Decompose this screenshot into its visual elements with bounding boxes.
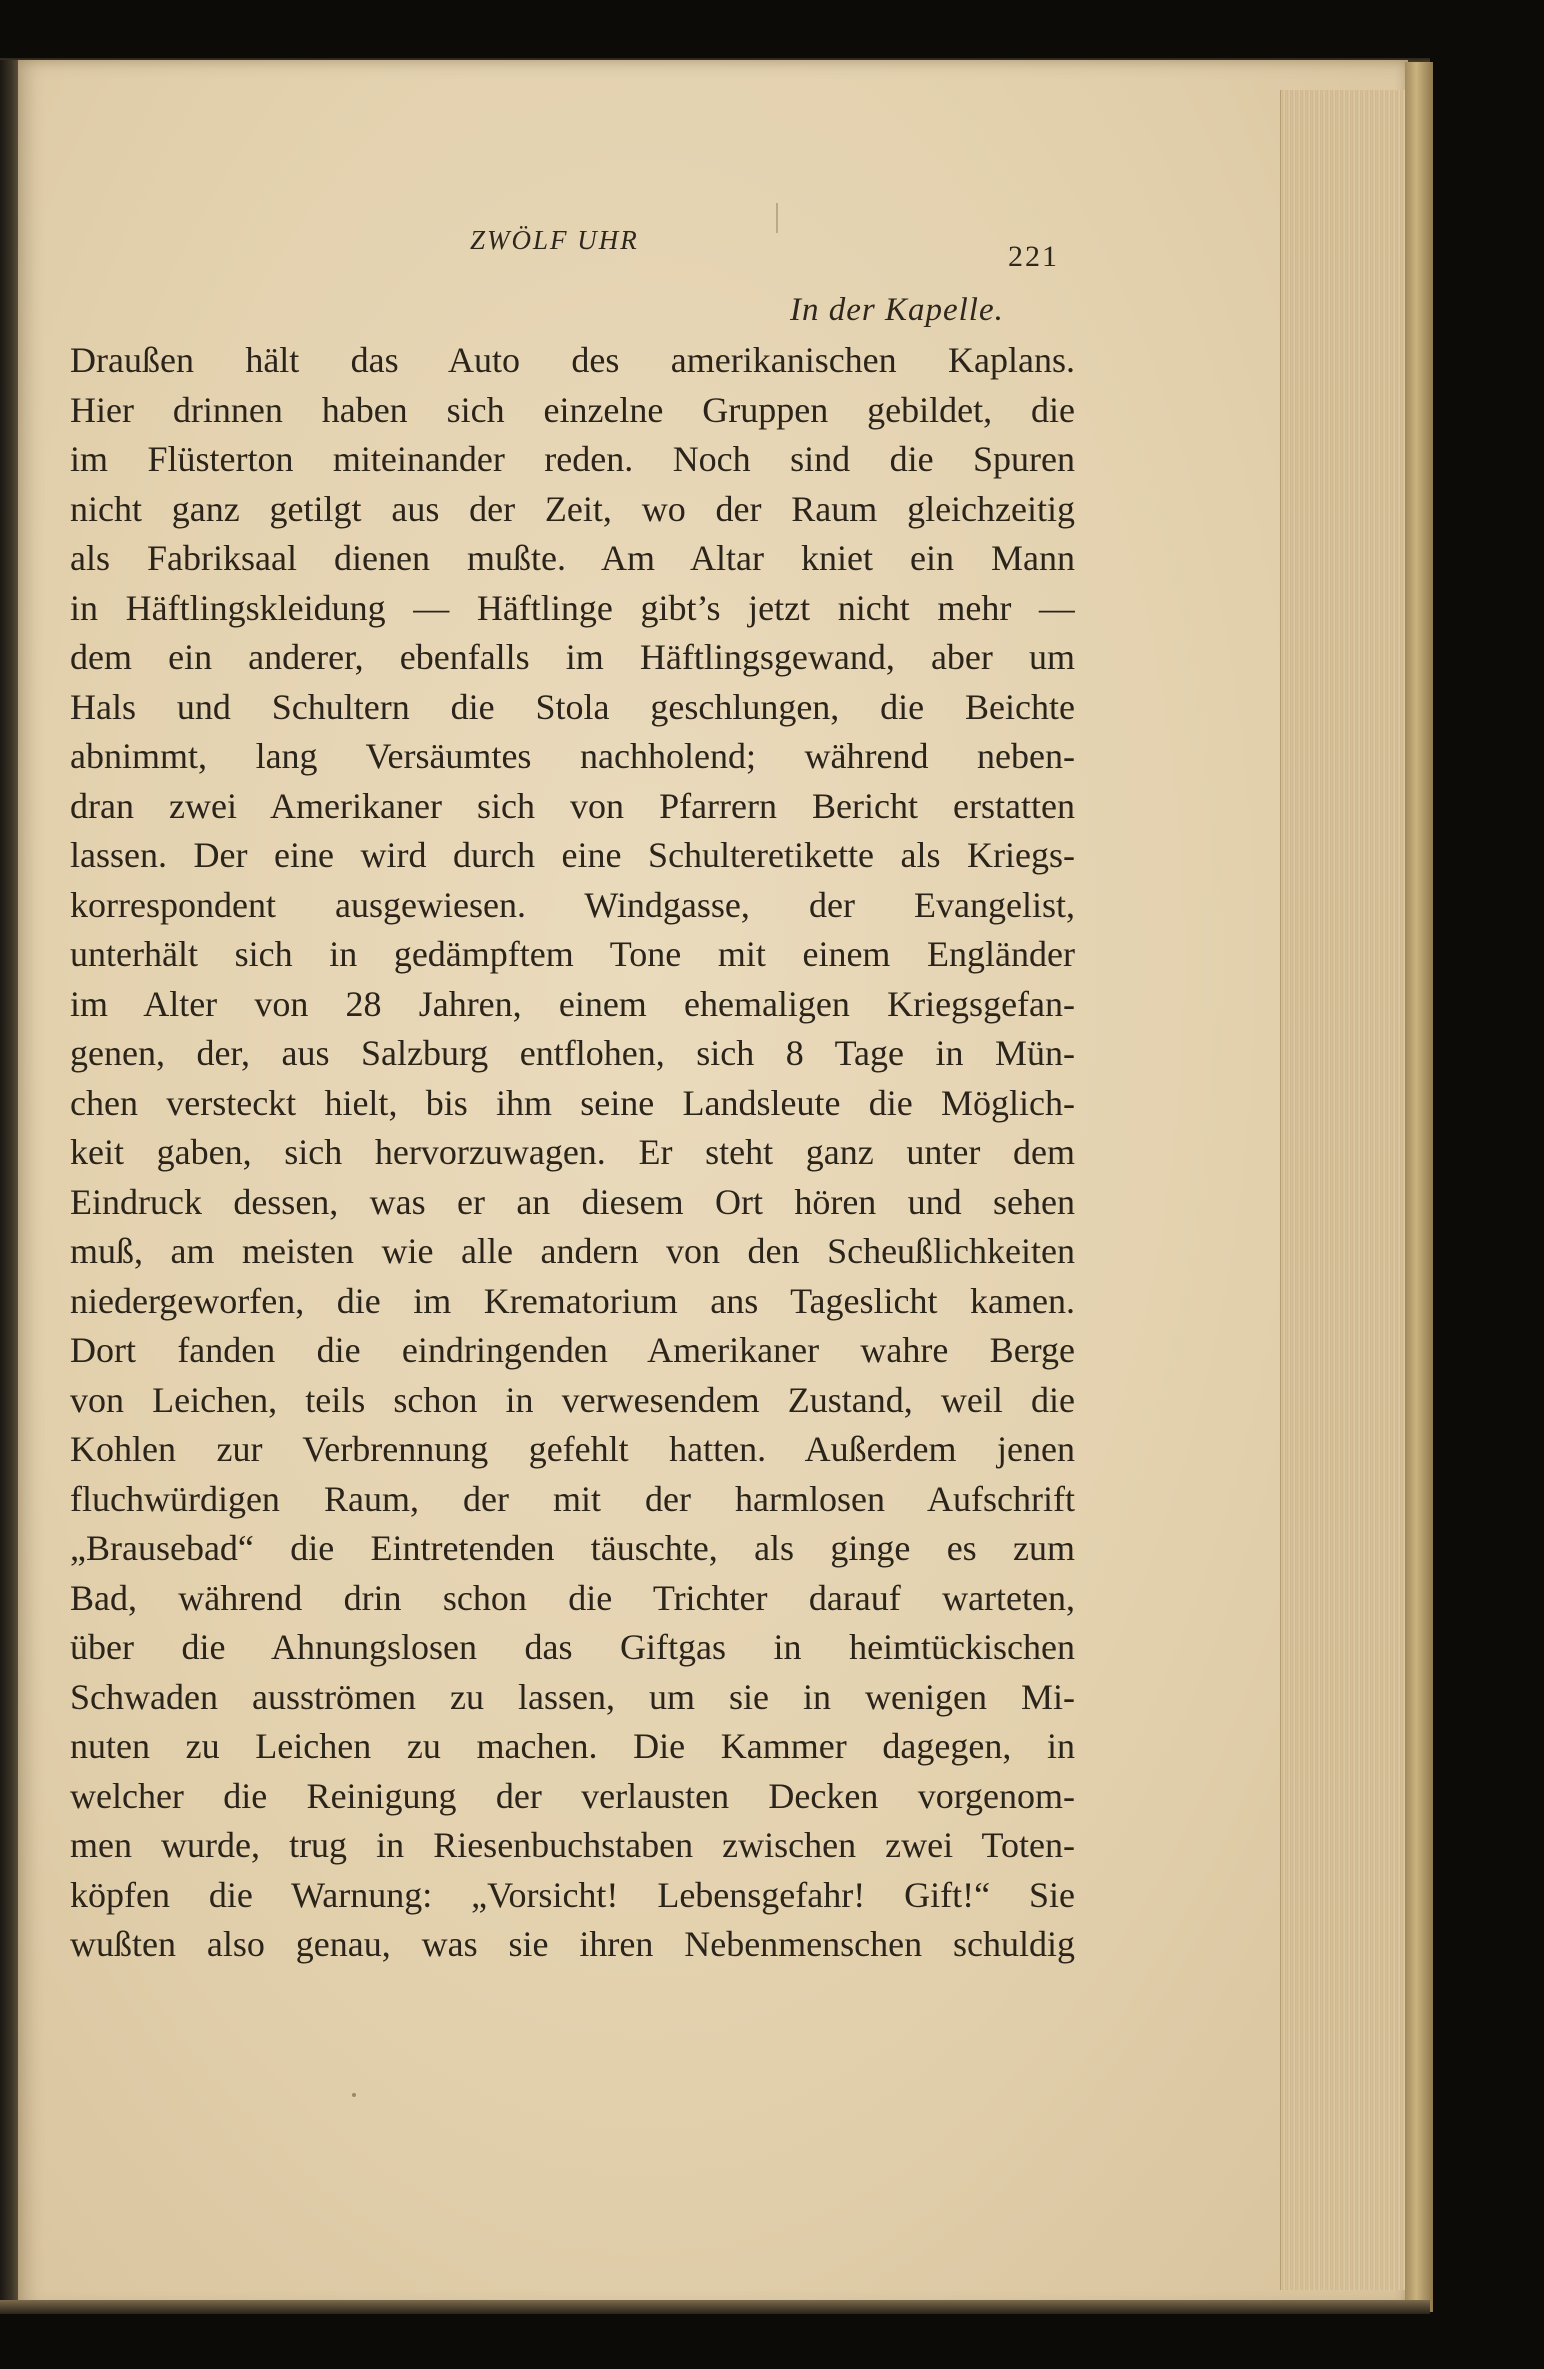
text-line: in Häftlingskleidung — Häftlinge gibt’s jetzt nicht mehr —	[70, 587, 1075, 628]
paper-mark	[776, 203, 778, 233]
text-line: wußten also genau, was sie ihren Nebenmenschen schuldig	[70, 1924, 1075, 1964]
text-line: nuten zu Leichen zu machen. Die Kammer dagegen, in	[70, 1726, 1075, 1766]
text-line: korrespondent ausgewiesen. Windgasse, der Evangelist,	[70, 884, 1075, 925]
page-number: 221	[1008, 240, 1059, 273]
text-line: als Fabriksaal dienen mußte. Am Altar kniet ein Mann	[70, 538, 1075, 578]
book-cover-bottom-edge	[0, 2300, 1430, 2314]
text-line: men wurde, trug in Riesenbuchstaben zwischen zwei Toten-	[70, 1825, 1075, 1865]
text-line: keit gaben, sich hervorzuwagen. Er steht ganz unter dem	[70, 1132, 1075, 1172]
text-line: genen, der, aus Salzburg entflohen, sich 8 Tage in Mün-	[70, 1033, 1075, 1073]
text-line: welcher die Reinigung der verlausten Decken vorgenom-	[70, 1775, 1075, 1816]
text-line: dran zwei Amerikaner sich von Pfarrern Bericht erstatten	[70, 785, 1075, 826]
text-line: Kohlen zur Verbrennung gefehlt hatten. Außerdem jenen	[70, 1429, 1075, 1469]
text-line: muß, am meisten wie alle andern von den Scheußlichkeiten	[70, 1231, 1075, 1271]
text-line: im Flüsterton miteinander reden. Noch sind die Spuren	[70, 439, 1075, 479]
text-line: über die Ahnungslosen das Giftgas in heimtückischen	[70, 1627, 1075, 1667]
text-line: Schwaden ausströmen zu lassen, um sie in wenigen Mi-	[70, 1676, 1075, 1717]
page-block-edges	[1280, 90, 1416, 2290]
text-line: fluchwürdigen Raum, der mit der harmlosen Aufschrift	[70, 1478, 1075, 1519]
text-line: Eindruck dessen, was er an diesem Ort hören und sehen	[70, 1181, 1075, 1222]
body-text	[70, 336, 1075, 1970]
text-line: Dort fanden die eindringenden Amerikaner wahre Berge	[70, 1330, 1075, 1370]
book-cover-right-edge	[1405, 62, 1433, 2312]
text-line: niedergeworfen, die im Krematorium ans Tageslicht kamen.	[70, 1280, 1075, 1321]
text-line: abnimmt, lang Versäumtes nachholend; während neben-	[70, 736, 1075, 776]
text-line: Hals und Schultern die Stola geschlungen, die Beichte	[70, 686, 1075, 727]
text-line: chen versteckt hielt, bis ihm seine Landsleute die Möglich-	[70, 1082, 1075, 1123]
text-line: köpfen die Warnung: „Vorsicht! Lebensgefahr! Gift!“ Sie	[70, 1874, 1075, 1915]
text-line: „Brausebad“ die Eintretenden täuschte, als ginge es zum	[70, 1528, 1075, 1568]
text-line: im Alter von 28 Jahren, einem ehemaligen Kriegsgefan-	[70, 983, 1075, 1024]
text-line: dem ein anderer, ebenfalls im Häftlingsgewand, aber um	[70, 637, 1075, 677]
text-line: Bad, während drin schon die Trichter darauf warteten,	[70, 1577, 1075, 1618]
text-line: unterhält sich in gedämpftem Tone mit einem Engländer	[70, 934, 1075, 974]
text-line: von Leichen, teils schon in verwesendem Zustand, weil die	[70, 1379, 1075, 1420]
text-line: Draußen hält das Auto des amerikanischen Kaplans.	[70, 340, 1075, 380]
text-line: lassen. Der eine wird durch eine Schulteretikette als Kriegs-	[70, 835, 1075, 875]
running-head: ZWÖLF UHR	[470, 225, 639, 255]
text-line: nicht ganz getilgt aus der Zeit, wo der Raum gleichzeitig	[70, 488, 1075, 529]
text-line: Hier drinnen haben sich einzelne Gruppen gebildet, die	[70, 389, 1075, 430]
paper-speck	[352, 2093, 356, 2097]
section-heading: In der Kapelle.	[790, 292, 1004, 328]
